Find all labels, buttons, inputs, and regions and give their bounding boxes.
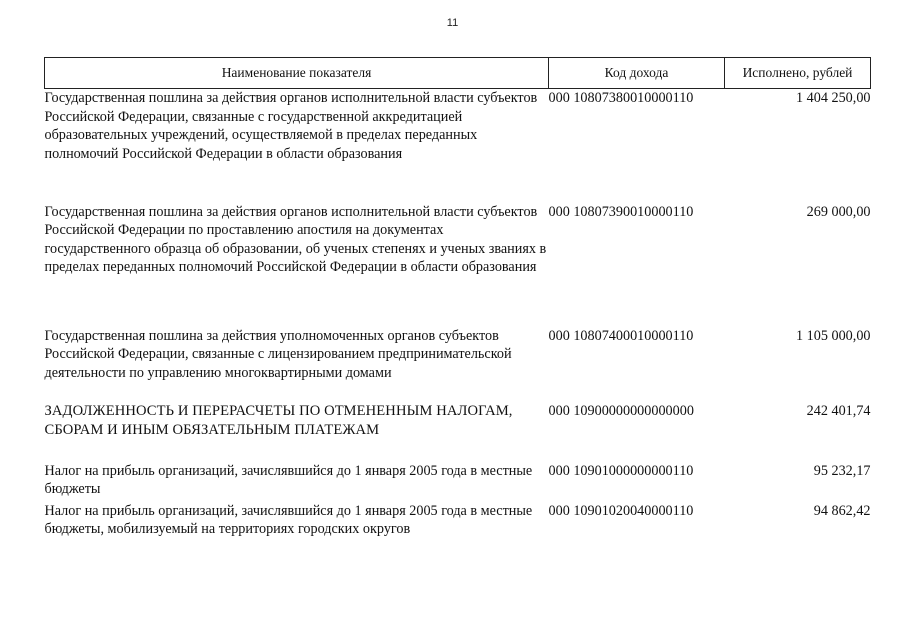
table-row (45, 327, 871, 402)
row-amount: 1 404 250,00 (796, 90, 871, 106)
row-name: Государственная пошлина за действия органов исполнительной власти субъектов Российской Федерации, связанные с государственной аккредитацией образовательных учреждений, осуществляемой в пределах переданных полномочий Российской Федерации в области образования (44, 90, 538, 162)
header-indicator-name: Наименование показателя (45, 58, 549, 89)
row-amount: 94 862,42 (813, 502, 871, 519)
row-name: Налог на прибыль организаций, зачислявшийся до 1 января 2005 года в местные бюджеты (44, 462, 533, 498)
row-code: 000 10901000000000110 (548, 462, 694, 479)
row-amount: 95 232,17 (813, 462, 871, 479)
table-row (45, 502, 871, 542)
row-name: Налог на прибыль организаций, зачислявшийся до 1 января 2005 года в местные бюджеты, мобилизуемый на территориях городских округов (44, 502, 533, 538)
row-code: 000 10807380010000110 (548, 90, 694, 106)
table-header-row (45, 58, 871, 89)
row-name: ЗАДОЛЖЕННОСТЬ И ПЕРЕРАСЧЕТЫ ПО ОТМЕНЕННЫМ НАЛОГАМ, СБОРАМ И ИНЫМ ОБЯЗАТЕЛЬНЫМ ПЛАТЕЖАМ (44, 402, 513, 439)
row-code: 000 10900000000000000 (548, 402, 694, 419)
row-amount: 269 000,00 (806, 203, 871, 220)
row-name: Государственная пошлина за действия уполномоченных органов субъектов Российской Федерации, связанные с лицензированием предпринимательской деятельности по управлению многоквартирными домами (44, 327, 512, 381)
row-code: 000 10901020040000110 (548, 502, 694, 519)
revenue-table (44, 57, 871, 542)
row-code: 000 10807390010000110 (548, 203, 694, 220)
row-code: 000 10807400010000110 (548, 327, 694, 344)
row-amount: 242 401,74 (806, 402, 871, 419)
table-row (45, 462, 871, 502)
row-amount: 1 105 000,00 (796, 327, 871, 344)
table-row (45, 203, 871, 327)
row-name: Государственная пошлина за действия органов исполнительной власти субъектов Российской Федерации по проставлению апостиля на документах государственного образца об образовании, об ученых степенях и ученых званиях в пределах переданных полномочий Российской Федерации в области образования (44, 203, 547, 276)
header-income-code: Код дохода (549, 58, 725, 89)
table-row (45, 89, 871, 203)
header-executed-amount: Исполнено, рублей (725, 58, 871, 89)
table-row (45, 402, 871, 462)
page-number: 11 (446, 17, 459, 29)
